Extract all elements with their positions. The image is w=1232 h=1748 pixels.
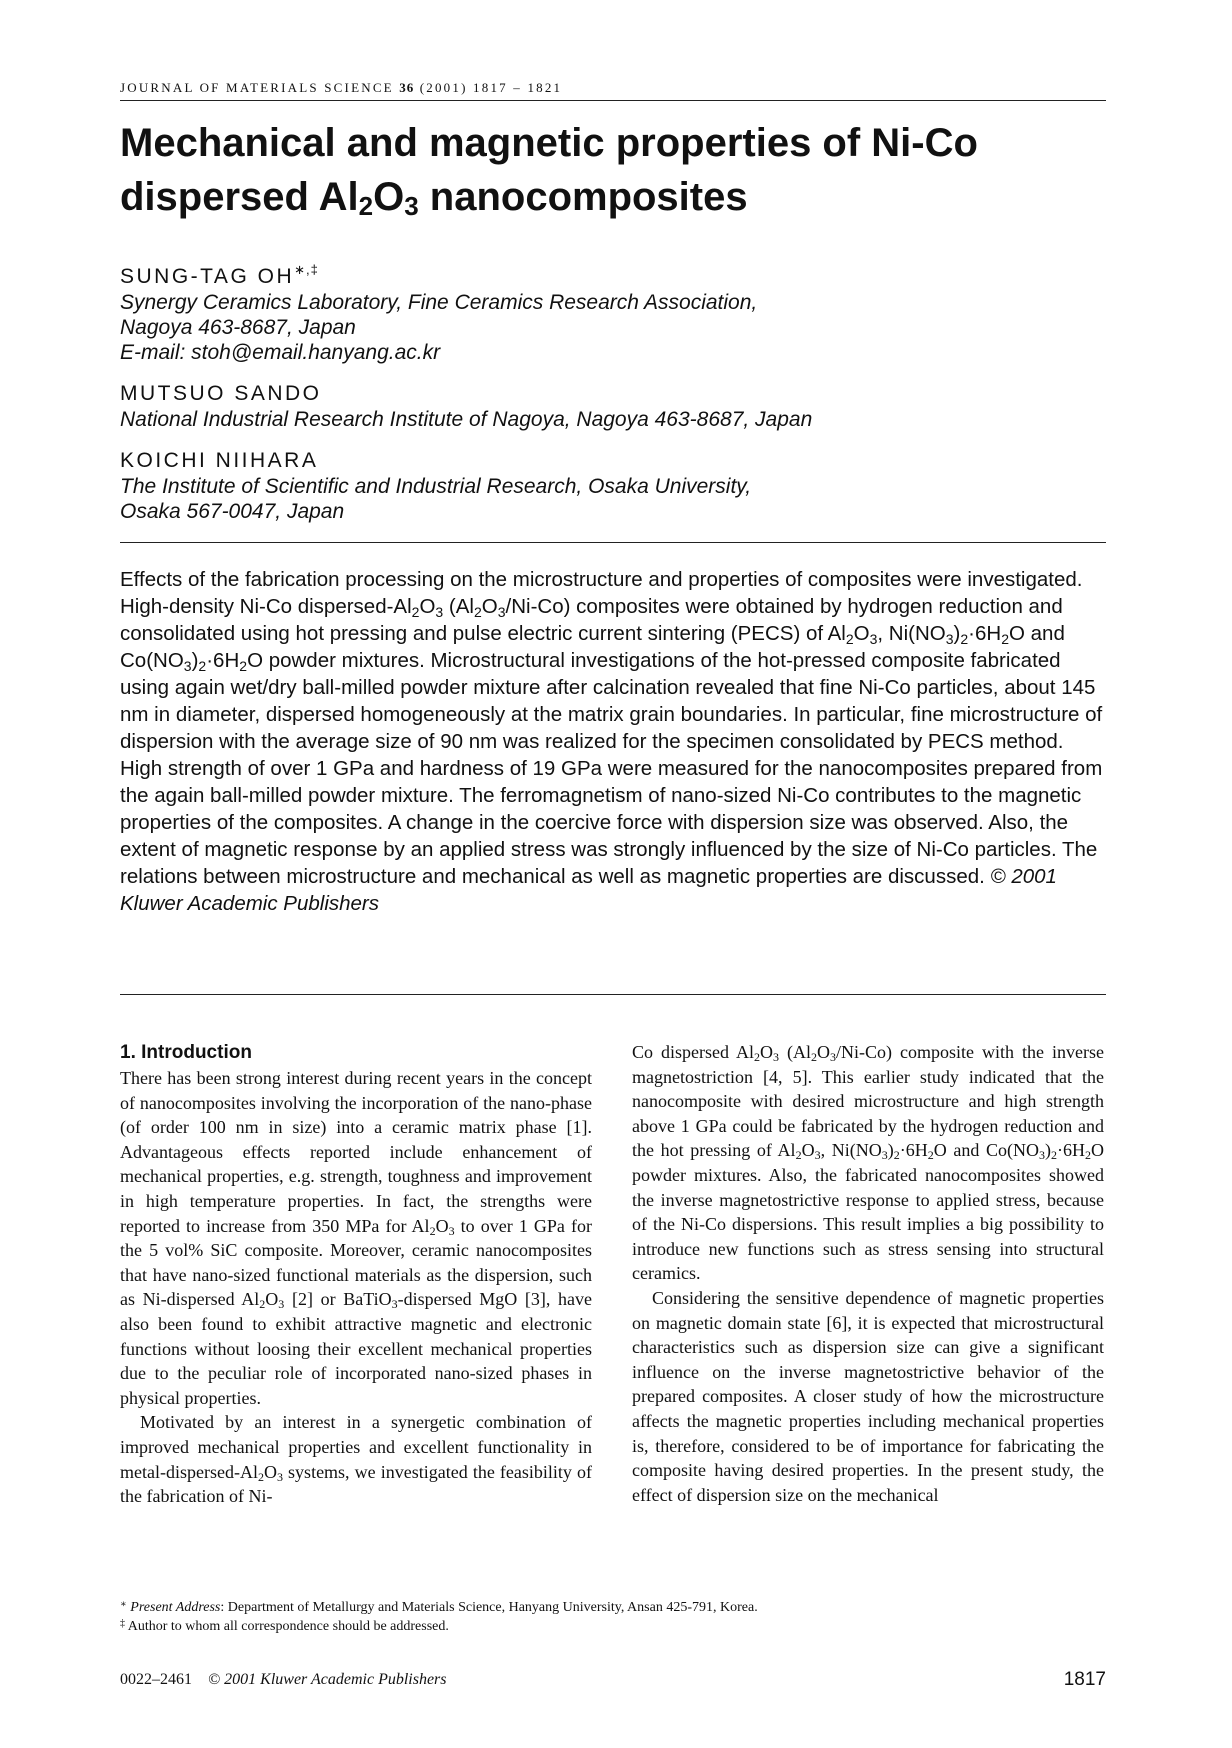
paper-title: Mechanical and magnetic properties of Ni-Co dispersed $Al_2O_3$ nanocomposites	[120, 121, 978, 221]
column-left	[120, 1040, 592, 1509]
author-name: KOICHI NIIHARA	[120, 449, 319, 472]
abstract: Effects of the fabrication processing on the microstructure and properties of composites were investigated. High-density Ni-Co dispersed-$Al_2O_3$ $(Al_2O_3/Ni-Co)$ composites were obtained by hydrogen reduction and consolidated using hot pressing and pulse electric current sintering (PECS) of $Al_2O_3$, $Ni(NO_3)_2\cdot 6H_2O$ and $Co(NO_3)_2\cdot 6H_2O$ powder mixtures. Microstructural investigations of the hot-pressed composite fabricated using again wet/dry ball-milled powder mixture after calcination revealed that fine Ni-Co particles, about 145 nm in diameter, dispersed homogeneously at the matrix grain boundaries. In particular, fine microstructure of dispersion with the average size of 90 nm was realized for the specimen consolidated by PECS method. High strength of over 1 GPa and hardness of 19 GPa were measured for the nanocomposites prepared from the again ball-milled powder mixture. The ferromagnetism of nano-sized Ni-Co contributes to the magnetic properties of the composites. A change in the coercive force with dispersion size was observed. Also, the extent of magnetic response by an applied stress was strongly influenced by the size of Ni-Co particles. The relations between microstructure and mechanical as well as magnetic properties are discussed. © 2001 Kluwer Academic Publishers	[120, 568, 1103, 915]
author-affiliation: The Institute of Scientific and Industrial Research, Osaka University,	[120, 475, 752, 498]
journal-year-pages: (2001) 1817 – 1821	[419, 80, 563, 95]
paragraph: Co dispersed $Al_2O_3$ $(Al_2O_3/Ni-Co)$ composite with the inverse magnetostriction [4, 5]. This earlier study indicated that the nanocomposite with desired microstructure and high strength above 1 GPa could be fabricated by the hydrogen reduction and the hot pressing of $Al_2O_3$, $Ni(NO_3)_2\cdot 6H_2O$ and $Co(NO_3)_2\cdot 6H_2O$ powder mixtures. Also, the fabricated nanocomposites showed the inverse magnetostrictive response to applied stress, because of the Ni-Co dispersions. This result implies a big possibility to introduce new functions such as stress sensing into structural ceramics.	[632, 1042, 1105, 1284]
footnote: ∗ Present Address: Department of Metallurgy and Materials Science, Hanyang University, Ansan 425-791, Korea.	[120, 1599, 758, 1615]
paragraph: Motivated by an interest in a synergetic combination of improved mechanical properties and excellent functionality in metal-$dispersed-Al_2O_3$ systems, we investigated the feasibility of the fabrication of Ni-	[120, 1412, 592, 1507]
section-heading-introduction: 1. Introduction	[120, 1042, 252, 1063]
page-number: 1817	[1063, 1669, 1106, 1690]
author-affiliation: Nagoya 463-8687, Japan	[120, 316, 356, 339]
journal-header	[120, 80, 1106, 101]
author-block	[120, 264, 1106, 365]
page-footer	[120, 1669, 1106, 1695]
footnote: ‡ Author to whom all correspondence should be addressed.	[120, 1618, 449, 1634]
journal-name: JOURNAL OF MATERIALS SCIENCE	[120, 80, 394, 95]
footer-copyright: © 2001 Kluwer Academic Publishers	[208, 1671, 447, 1688]
issn: 0022–2461	[120, 1671, 192, 1688]
author-list	[120, 264, 1106, 540]
abstract-top-rule	[120, 542, 1106, 543]
author-affiliation: National Industrial Research Institute of Nagoya, Nagoya 463-8687, Japan	[120, 408, 813, 431]
abstract-copyright: © 2001 Kluwer Academic Publishers	[120, 865, 1057, 915]
author-affiliation: Synergy Ceramics Laboratory, Fine Ceramics Research Association,	[120, 291, 758, 314]
author-marks: ∗,‡	[294, 262, 319, 277]
author-block	[120, 448, 1106, 524]
abstract-bottom-rule	[120, 994, 1106, 995]
author-email[interactable]: E-mail: stoh@email.hanyang.ac.kr	[120, 341, 441, 364]
paragraph: Considering the sensitive dependence of magnetic properties on magnetic domain state [6], it is expected that microstructural characteristics such as dispersion size can give a significant influence on the inverse magnetostrictive behavior of the prepared composites. A closer study of how the microstructure affects the magnetic properties including mechanical properties is, therefore, considered to be of importance for fabricating the composite having desired properties. In the present study, the effect of dispersion size on the mechanical	[632, 1287, 1104, 1505]
author-name: MUTSUO SANDO	[120, 382, 322, 405]
footer-issn-copyright	[120, 1671, 447, 1689]
author-affiliation: Osaka 567-0047, Japan	[120, 500, 345, 523]
journal-volume: 36	[399, 80, 415, 95]
column-right	[632, 1040, 1104, 1507]
author-name: SUNG-TAG OH∗,‡	[120, 262, 319, 288]
paragraph: There has been strong interest during recent years in the concept of nanocomposites involving the incorporation of the nano-phase (of order 100 nm in size) into a ceramic matrix phase [1]. Advantageous effects reported include enhancement of mechanical properties, e.g. strength, toughness and improvement in high temperature properties. In fact, the strengths were reported to increase from 350 MPa for $Al_2O_3$ to over 1 GPa for the 5 vol% SiC composite. Moreover, ceramic nanocomposites that have nano-sized functional materials as the dispersion, such as Ni-dispersed $Al_2O_3$ [2] or BaTiO$_3$-dispersed MgO [3], have also been found to exhibit attractive magnetic and electronic functions without loosing their excellent mechanical properties due to the peculiar role of incorporated nano-sized phases in physical properties.	[120, 1068, 592, 1408]
author-block	[120, 381, 1106, 432]
footnotes	[120, 1598, 1106, 1636]
